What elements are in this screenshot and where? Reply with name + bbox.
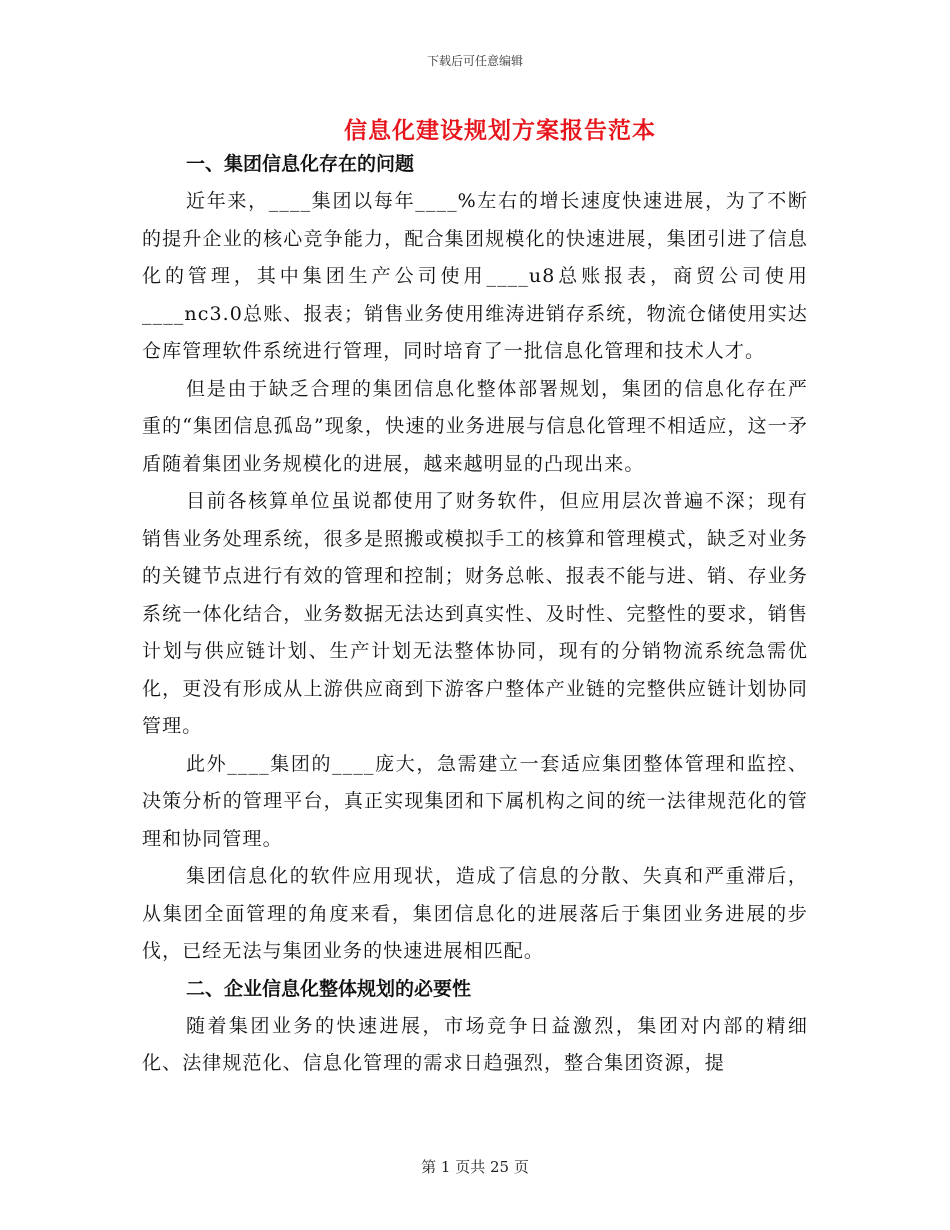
paragraph: 但是由于缺乏合理的集团信息化整体部署规划，集团的信息化存在严重的“集团信息孤岛”现象，快速的业务进展与信息化管理不相适应，这一矛盾随着集团业务规模化的进展，越来越明显的凸现出来。 (142, 377, 808, 475)
document-body (142, 146, 808, 1083)
document-title: 信息化建设规划方案报告范本 (344, 117, 656, 144)
section-2 (142, 971, 808, 1083)
section-heading: 二、企业信息化整体规划的必要性 (186, 977, 472, 1000)
paragraph: 此外____集团的____庞大，急需建立一套适应集团整体管理和监控、决策分析的管理平台，真正实现集团和下属机构之间的统一法律规范化的管理和协同管理。 (142, 752, 808, 850)
page-footer: 第 1 页共 25 页 (421, 1158, 529, 1176)
section-heading: 一、集团信息化存在的问题 (186, 153, 415, 175)
section-1 (142, 146, 808, 971)
paragraph: 集团信息化的软件应用现状，造成了信息的分散、失真和严重滞后，从集团全面管理的角度来看，集团信息化的进展落后于集团业务进展的步伐，已经无法与集团业务的快速进展相匹配。 (142, 865, 808, 962)
paragraph: 近年来，____集团以每年____%左右的增长速度快速进展，为了不断的提升企业的核心竞争能力，配合集团规模化的快速进展，集团引进了信息化的管理，其中集团生产公司使用____u8总账报表，商贸公司使用____nc3.0总账、报表；销售业务使用维涛进销存系统，物流仓储使用实达仓库管理软件系统进行管理，同时培育了一批信息化管理和技术人才。 (142, 190, 808, 362)
paragraph: 随着集团业务的快速进展，市场竞争日益激烈，集团对内部的精细化、法律规范化、信息化管理的需求日趋强烈，整合集团资源，提 (142, 1014, 808, 1074)
header-note: 下载后可任意编辑 (426, 54, 523, 68)
paragraph: 目前各核算单位虽说都使用了财务软件，但应用层次普遍不深；现有销售业务处理系统，很多是照搬或模拟手工的核算和管理模式，缺乏对业务的关键节点进行有效的管理和控制；财务总帐、报表不能与进、销、存业务系统一体化结合，业务数据无法达到真实性、及时性、完整性的要求，销售计划与供应链计划、生产计划无法整体协同，现有的分销物流系统急需优化，更没有形成从上游供应商到下游客户整体产业链的完整供应链计划协同管理。 (142, 490, 808, 737)
